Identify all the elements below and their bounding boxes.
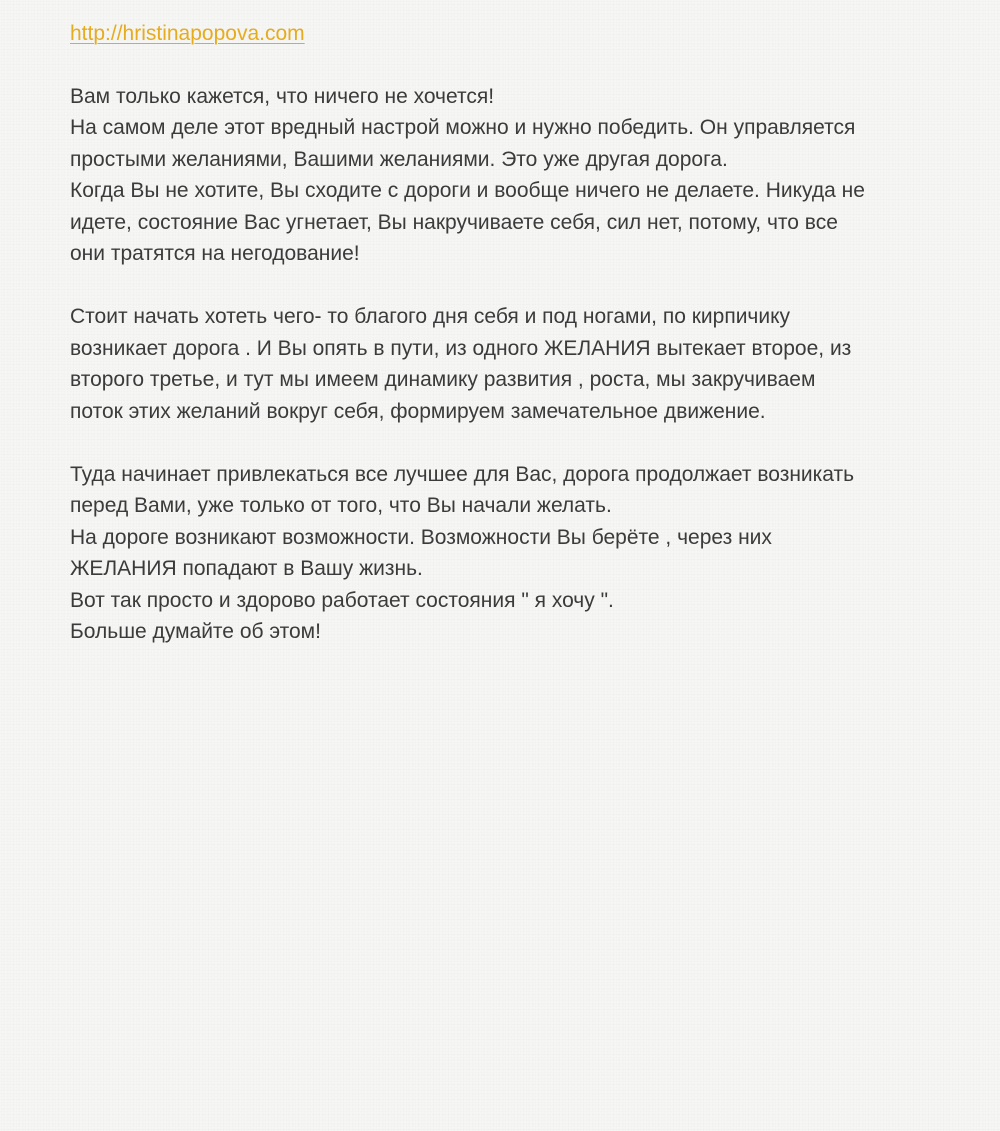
text-line: второго третье, и тут мы имеем динамику развития , роста, мы закручиваем — [70, 368, 816, 391]
text-line: простыми желаниями, Вашими желаниями. Это уже другая дорога. — [70, 147, 728, 171]
blank-line — [70, 270, 950, 302]
text-line: Стоит начать хотеть чего- то благого дня себя и под ногами, по кирпичику — [70, 305, 791, 328]
text-line: Вам только кажется, что ничего не хочется! — [70, 84, 495, 108]
text-line: поток этих желаний вокруг себя, формируем замечательное движение. — [70, 399, 766, 423]
text-line: На самом деле этот вредный настрой можно и нужно победить. Он управляется — [70, 116, 856, 139]
paragraph-1 — [70, 81, 950, 270]
website-link[interactable]: http://hristinapopova.com — [70, 22, 305, 45]
text-line: Больше думайте об этом! — [70, 620, 321, 643]
blank-line — [70, 49, 950, 81]
paragraph-3 — [70, 459, 950, 648]
text-line: они тратятся на негодование! — [70, 242, 360, 265]
text-line: Туда начинает привлекаться все лучшее для Вас, дорога продолжает возникать — [70, 462, 855, 486]
text-line: На дороге возникают возможности. Возможности Вы берёте , через них — [70, 525, 772, 549]
text-line: идете, состояние Вас угнетает, Вы накручиваете себя, сил нет, потому, что все — [70, 210, 838, 234]
paragraph-2 — [70, 301, 950, 427]
text-line: Вот так просто и здорово работает состояния " я хочу ". — [70, 588, 614, 612]
note-body[interactable] — [70, 18, 950, 648]
blank-line — [70, 427, 950, 459]
text-line: перед Вами, уже только от того, что Вы начали желать. — [70, 494, 612, 517]
text-line: возникает дорога . И Вы опять в пути, из одного ЖЕЛАНИЯ вытекает второе, из — [70, 336, 852, 360]
text-line: ЖЕЛАНИЯ попадают в Вашу жизнь. — [70, 557, 423, 580]
text-line: Когда Вы не хотите, Вы сходите с дороги и вообще ничего не делаете. Никуда не — [70, 179, 865, 202]
